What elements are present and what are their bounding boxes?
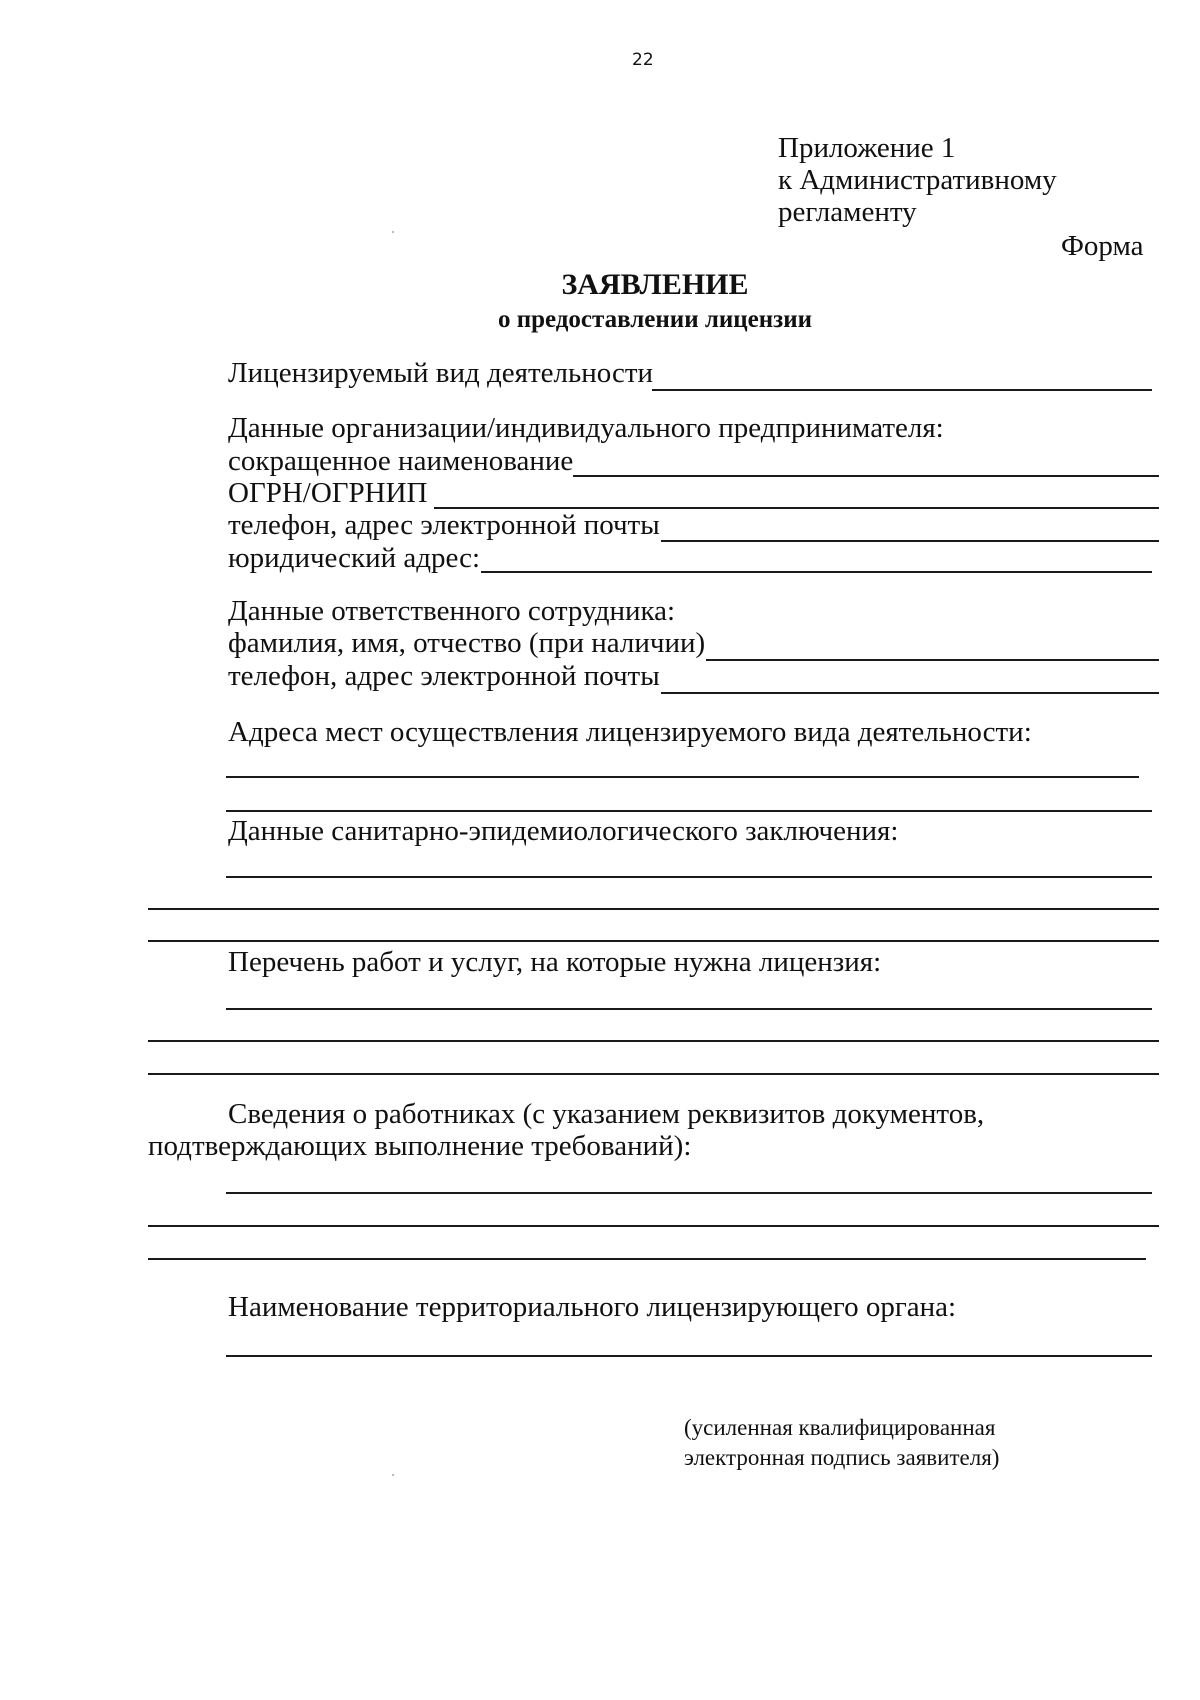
form-label: Форма — [1061, 230, 1144, 262]
org-data-heading: Данные организации/индивидуального предпринимателя: — [228, 412, 944, 444]
page-number: 22 — [632, 50, 654, 70]
activity-addresses-label: Адреса мест осуществления лицензируемого вида деятельности: — [228, 716, 1032, 748]
works-list-field-line-1[interactable] — [226, 1008, 1152, 1010]
employee-phone-email-field-line[interactable] — [661, 692, 1159, 694]
workers-info-field-line-2[interactable] — [148, 1225, 1159, 1227]
sanitary-conclusion-label: Данные санитарно-эпидемиологического заключения: — [228, 815, 899, 847]
licensing-body-field-line[interactable] — [226, 1355, 1152, 1357]
sanitary-conclusion-field-line-3[interactable] — [148, 940, 1159, 942]
workers-info-label-line-1: Сведения о работниках (с указанием реквизитов документов, — [228, 1098, 985, 1130]
ogrn-label: ОГРН/ОГРНИП — [228, 477, 428, 509]
works-list-label: Перечень работ и услуг, на которые нужна лицензия: — [228, 946, 882, 978]
sanitary-conclusion-field-line-2[interactable] — [148, 908, 1159, 910]
document-title: ЗАЯВЛЕНИЕ — [561, 268, 749, 301]
appendix-line-3: регламенту — [778, 196, 917, 228]
employee-name-label: фамилия, имя, отчество (при наличии) — [228, 627, 706, 659]
legal-address-label: юридический адрес: — [228, 542, 481, 574]
workers-info-label-line-2: подтверждающих выполнение требований): — [148, 1130, 692, 1162]
activity-addresses-field-line-2[interactable] — [226, 810, 1152, 812]
signature-note-line-1: (усиленная квалифицированная — [684, 1415, 996, 1440]
employee-name-field-line[interactable] — [706, 659, 1159, 661]
licensing-body-label: Наименование территориального лицензирующего органа: — [228, 1291, 957, 1323]
scan-speck — [392, 231, 394, 233]
activity-addresses-field-line-1[interactable] — [226, 776, 1139, 778]
legal-address-field-line[interactable] — [481, 571, 1152, 573]
document-subtitle: о предоставлении лицензии — [497, 306, 813, 333]
sanitary-conclusion-field-line-1[interactable] — [226, 876, 1152, 878]
employee-phone-email-label: телефон, адрес электронной почты — [228, 660, 660, 692]
activity-type-field-line[interactable] — [652, 389, 1152, 391]
scan-speck — [392, 1474, 394, 1476]
workers-info-field-line-3[interactable] — [148, 1258, 1146, 1260]
workers-info-field-line-1[interactable] — [226, 1192, 1152, 1194]
org-phone-email-field-line[interactable] — [661, 540, 1159, 542]
short-name-label: сокращенное наименование — [228, 445, 574, 477]
works-list-field-line-2[interactable] — [148, 1040, 1159, 1042]
appendix-line-2: к Административному — [778, 164, 1057, 196]
activity-type-label: Лицензируемый вид деятельности — [228, 357, 654, 389]
short-name-field-line[interactable] — [573, 475, 1159, 477]
works-list-field-line-3[interactable] — [148, 1073, 1159, 1075]
org-phone-email-label: телефон, адрес электронной почты — [228, 509, 660, 541]
signature-note-line-2: электронная подпись заявителя) — [684, 1445, 1000, 1470]
appendix-line-1: Приложение 1 — [778, 132, 956, 164]
employee-data-heading: Данные ответственного сотрудника: — [228, 595, 676, 627]
